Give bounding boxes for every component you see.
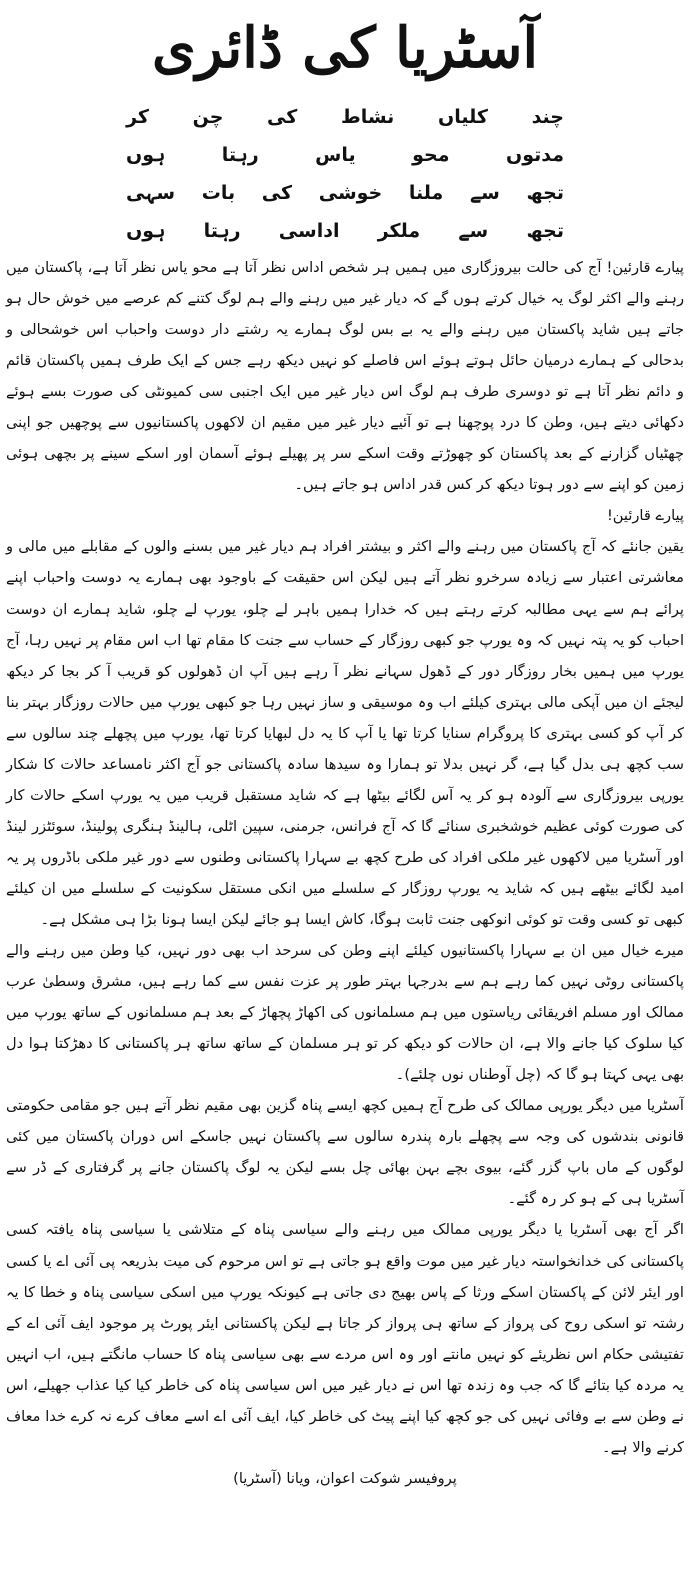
poem-word: ہوں <box>126 220 166 242</box>
poem-line-4 <box>126 212 564 250</box>
poem-word: چن <box>192 106 224 128</box>
poem-word: مدتوں <box>505 144 564 166</box>
poem-word: رہتا <box>221 144 259 166</box>
poem-word: نشاط <box>340 106 395 128</box>
paragraph-heading: پیارے قارئین! <box>606 507 684 525</box>
poem-word: رہتا <box>203 220 241 242</box>
poem-word: محو <box>412 144 450 166</box>
poem-word: ہوں <box>126 144 166 166</box>
poem-line-3 <box>126 174 564 212</box>
article-body <box>6 252 684 1463</box>
paragraph-1: پیارے قارئین! آج کی حالت بیروزگاری میں ہمیں ہر شخص اداس نظر آتا ہے محو یاس نظر آتا ہے، پاکستان میں رہنے والے اکثر لوگ یہ خیال کرتے ہوں گے کہ دیار غیر میں رہنے والے ہم لوگ کتنے کم عرصے میں خوش حال ہو جاتے ہیں شاید پاکستان میں رہنے والے یہ بے بس لوگ ہمارے یہ رشتے دار دوست واحباب اس خوشحالی و بدحالی کے ہمارے درمیان حائل ہوتے ہوئے اس فاصلے کو نہیں دیکھ رہے جس کے ایک طرف ہمیں پاکستان قائم و دائم نظر آتا ہے تو دوسری طرف ہم لوگ اس دیار غیر میں ایک اجنبی سی کمیونٹی کی صورت بسے ہوئے دکھائی دیتے ہیں، وطن کا درد پوچھنا ہے تو آئیے دیار غیر میں مقیم ان لاکھوں پاکستانیوں سے پوچھیں جو اپنی چھٹیاں گزارنے کے بعد پاکستان کو چھوڑتے وقت اسکے سر پر پھیلے ہوئے آسمان اور اسکے سینے پر بچھی ہوئی زمین کو اپنے سے دور ہوتا دیکھ کر کس قدر اداس ہو جاتے ہیں۔ <box>6 259 684 494</box>
poem-word: سہی <box>126 182 176 204</box>
poem-word: یاس <box>315 144 356 166</box>
poem-word: تجھ <box>526 220 564 242</box>
poem-word: ملکر <box>377 220 421 242</box>
author-signature: پروفیسر شوکت اعوان، ویانا (آسٹریا) <box>233 1469 457 1487</box>
poem-word: بات <box>201 182 236 204</box>
article-title: آسٹریا کی ڈائری <box>151 15 539 81</box>
poem-word: کلیاں <box>437 106 488 128</box>
paragraph-4: آسٹریا میں دیگر یورپی ممالک کی طرح آج ہمیں کچھ ایسے پناہ گزین بھی مقیم نظر آتے ہیں جو مقامی حکومتی قانونی بندشوں کی وجہ سے پچھلے بارہ پندرہ سالوں سے پاکستان نہیں جاسکے اس دوران پاکستان میں کئی لوگوں کے ماں باپ گزر گئے، بیوی بچے بہن بھائی چل بسے لیکن یہ لوگ پاکستان جانے پر گرفتاری کے ڈر سے آسٹریا ہی کے ہو کر رہ گئے۔ <box>6 1097 684 1208</box>
poem-word: کی <box>261 182 293 204</box>
poem-word: ملنا <box>408 182 444 204</box>
paragraph-3: میرے خیال میں ان بے سہارا پاکستانیوں کیلئے اپنے وطن کی سرحد اب بھی دور نہیں، کیا وطن میں رہنے والے پاکستانی روٹی نہیں کما رہے ہم سے بدرجہا بہتر طور پر عزت نفس سے کما رہے ہیں، مشرق وسطیٰ عرب ممالک اور مسلم افریقائی ریاستوں میں ہم مسلمانوں کی اکھاڑ پچھاڑ کے بعد ہم مسلمانوں کے ساتھ یورپ میں کیا سلوک کیا جانے والا ہے، ان حالات کو دیکھ کر تو ہر مسلمان کے ساتھ ساتھ ہر پاکستانی کا دھڑکتا ہوا دل بھی یہی کہتا ہو گا کہ (چل آوطناں نوں چلئے)۔ <box>6 942 684 1084</box>
poem-word: کر <box>126 106 149 128</box>
paragraph-5: اگر آج بھی آسٹریا یا دیگر یورپی ممالک میں رہنے والے سیاسی پناہ کے متلاشی یا سیاسی پناہ یافتہ کسی پاکستانی کی خدانخواستہ دیار غیر میں موت واقع ہو جاتی ہے تو اس مرحوم کی میت بذریعہ پی آئی اے یا کسی اور ایئر لائن کے پاکستان اسکے ورثا کے پاس بھیج دی جاتی ہے کیونکہ یورپ میں اسکی سیاسی پناہ و خطا کا یہ رشتہ تو اسکی روح کی پرواز کے ساتھ ہی پرواز کر جاتا ہے لیکن پاکستانی ایئر پورٹ پر موجود ایف آئی اے کے تفتیشی حکام اس نظریئے کو نہیں مانتے اور وہ اس مردے سے بھی سیاسی پناہ کا حساب مانگتے ہیں، اب انہیں یہ مردہ کیا بتائے گا کہ جب وہ زندہ تھا اس نے دیار غیر میں اس سیاسی پناہ کی خاطر کیا کیا عذاب جھیلے، اس نے وطن سے بے وفائی نہیں کی جو کچھ کیا اپنے پیٹ کی خاطر کیا، ایف آئی اے اسے معاف کرے نہ کرے خدا معاف کرنے والا ہے۔ <box>6 1221 684 1456</box>
poem-word: اداسی <box>278 220 340 242</box>
poem-word: تجھ <box>526 182 564 204</box>
poem-word: خوشی <box>318 182 383 204</box>
poem-block <box>6 98 684 250</box>
poem-word: کی <box>267 106 298 128</box>
poem-word: سے <box>458 220 489 242</box>
poem-word: چند <box>531 106 564 128</box>
poem-line-1 <box>126 98 564 136</box>
poem-word: سے <box>469 182 500 204</box>
poem-line-2 <box>126 136 564 174</box>
paragraph-2: یقین جانئے کہ آج پاکستان میں رہنے والے اکثر و بیشتر افراد ہم دیار غیر میں بسنے والوں کے مقابلے میں مالی و معاشرتی اعتبار سے زیادہ سرخرو نظر آتے ہیں لیکن اس حقیقت کے باوجود بھی ہمارے یہ دوست واحباب اپنے پرائے ہم سے یہی مطالبہ کرتے رہتے ہیں کہ خدارا ہمیں باہر لے چلو، یورپ لے چلو، شاید ہمارے ان دوست احباب کو یہ پتہ نہیں کہ وہ یورپ جو کبھی روزگار کے حساب سے جنت کا مقام تھا اب اس مقام پر نہیں رہا، آج یورپ میں ہمیں بخار روزگار دور کے ڈھول سہانے نظر آ رہے ہیں آپ ان ڈھولوں کو قریب آ کر بجا کر دیکھ لیجئے ان میں آپکی مالی بہتری کیلئے اب وہ موسیقی و ساز نہیں رہا جو کبھی یورپ میں حالات روزگار بہتر بنا کر آپ کو کسی بہتری کا پروگرام سنایا کرتا تھا یا آپ کا یہ دل لبھایا کرتا تھا، یورپ میں پچھلے چند سالوں سے سب کچھ ہی بدل گیا ہے، گر نہیں بدلا تو ہمارا وہ سیدھا سادہ پاکستانی جو آج اکثر نامساعد حالات کا شکار یورپی بیروزگاری سے آلودہ ہو کر یہ آس لگائے بیٹھا ہے کہ شاید مستقبل قریب میں یہ یورپ اسکے حالات کار کی صورت کوئی عظیم خوشخبری سنائے گا کہ آج فرانس، جرمنی، سپین اٹلی، ہالینڈ ہنگری پولینڈ، سوئٹزر لینڈ اور آسٹریا میں لاکھوں غیر ملکی افراد کی طرح کچھ بے سہارا پاکستانی وطنوں سے دور غیر ملکی باڈروں پر یہ امید لگائے بیٹھے ہیں کہ شاید یہ یورپ روزگار کے سلسلے میں انکی مستقل سکونیت کے سلسلے میں ان کیلئے کبھی تو کسی وقت تو کوئی انوکھی جنت ثابت ہوگا، کاش ایسا ہو جائے لیکن ایسا ہونا بڑا ہی مشکل ہے۔ <box>6 538 684 928</box>
